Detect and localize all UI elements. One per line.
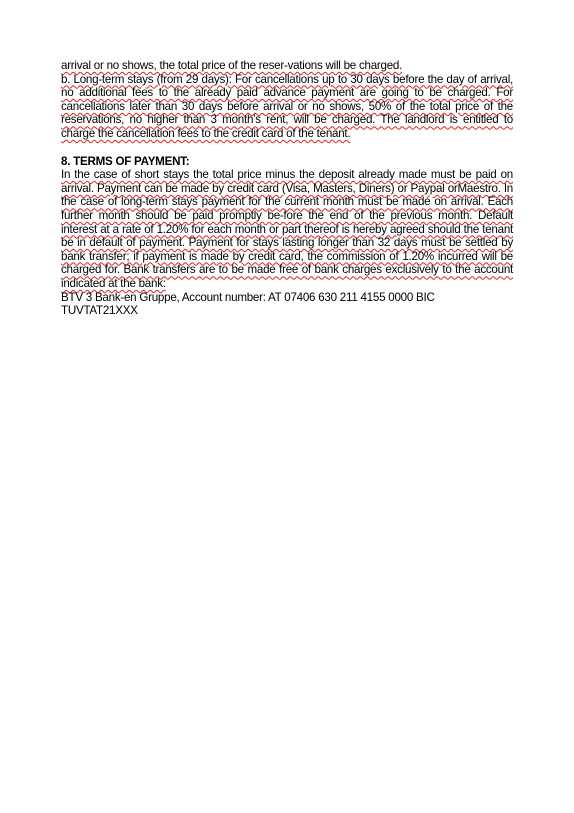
paragraph-long-term-stays: b. Long-term stays (from 29 days): For cancellations up to 30 days before the day of arrival, no additional fees to the already paid advance payment are going to be charged. For cancellations later than 30 days before arrival or no shows, 50% of the total price of the reservations, no higher than 3 month’s rent, will be charged. The landlord is entitled to charge the cancellation fees to the credit card of the tenant. xyxy=(61,72,513,140)
section-heading-terms-of-payment: 8. TERMS OF PAYMENT: xyxy=(61,154,190,168)
document-body xyxy=(61,59,513,318)
bank-details-line: BTV 3 Bank-en Gruppe, Account number: AT 07406 630 211 4155 0000 BIC xyxy=(61,290,435,304)
bic-code-line: TUVTAT21XXX xyxy=(61,304,138,318)
paragraph-short-stay-end: arrival or no shows, the total price of the reser-vations will be charged. xyxy=(61,59,403,72)
paragraph-terms-of-payment: In the case of short stays the total price minus the deposit already made must be paid on arrival. Payment can be made by credit card (Visa, Masters, Diners) or Paypal orMaestro. In the case of long-term stays payment for the current month must be made on arrival. Each further month should be paid promptly be-fore the end of the previous month. Default interest at a rate of 1.20% for each month or part thereof is hereby agreed should the tenant be in default of payment. Payment for stays lasting longer than 32 days must be settled by bank transfer; if payment is made by credit card, the commission of 1.20% incurred will be charged for. Bank transfers are to be made free of bank charges exclusively to the account indicated at the bank: xyxy=(61,168,513,290)
